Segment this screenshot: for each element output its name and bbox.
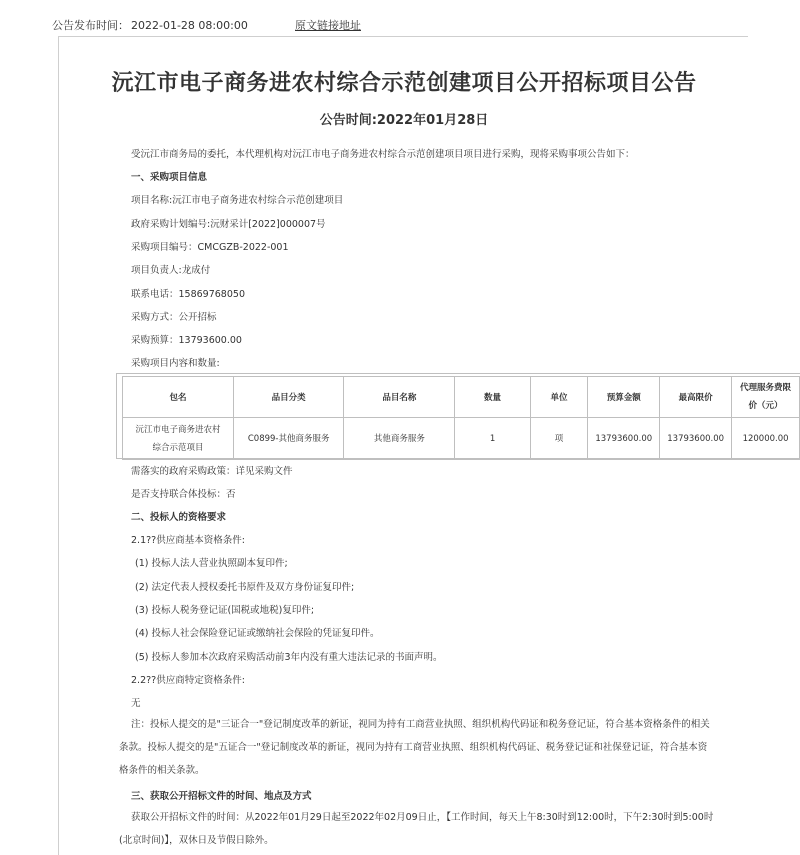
page-title: 沅江市电子商务进农村综合示范创建项目公开招标项目公告 (111, 71, 697, 96)
announcement-date: 公告时间:2022年01月28日 (319, 113, 489, 128)
procurement-method: 采购方式：公开招标 (131, 312, 217, 323)
contact-phone: 联系电话：15869768050 (131, 289, 245, 300)
project-number: 采购项目编号：CMCGZB-2022-001 (131, 242, 289, 253)
col-max-price: 最高限价 (660, 377, 732, 418)
requirement-1: (1) 投标人法人营业执照副本复印件; (135, 558, 288, 569)
cell-package-line2: 综合示范项目 (152, 442, 204, 453)
basic-requirements: 2.1??供应商基本资格条件: (131, 535, 245, 546)
col-agency-fee-line1: 代理服务费限 (740, 383, 792, 393)
col-package: 包名 (123, 377, 234, 418)
cell-quantity: 1 (455, 418, 530, 460)
publish-time: 2022-01-28 08:00:00 (131, 19, 248, 32)
procurement-table (122, 376, 800, 460)
cell-unit: 项 (530, 418, 588, 460)
project-name: 项目名称:沅江市电子商务进农村综合示范创建项目 (131, 195, 344, 206)
consortium-text: 是否支持联合体投标：否 (131, 489, 236, 500)
col-agency-fee (732, 377, 800, 418)
content-label: 采购项目内容和数量: (131, 358, 220, 369)
col-agency-fee-line2: 价（元） (748, 401, 783, 411)
section-heading-1: 一、采购项目信息 (131, 172, 208, 183)
publish-info (52, 17, 361, 33)
intro-text: 受沅江市商务局的委托，本代理机构对沅江市电子商务进农村综合示范创建项目项目进行采购，现将采购事项公告如下： (131, 149, 635, 160)
plan-number: 政府采购计划编号:沅财采计[2022]000007号 (131, 219, 326, 230)
requirement-4: (4) 投标人社会保险登记证或缴纳社会保险的凭证复印件。 (135, 628, 380, 639)
original-link[interactable]: 原文链接地址 (295, 19, 361, 32)
cell-item-name: 其他商务服务 (344, 418, 455, 460)
table-header-row (123, 377, 800, 418)
cell-package-line1: 沅江市电子商务进农村 (135, 424, 221, 435)
cell-package (123, 418, 234, 460)
cell-budget: 13793600.00 (588, 418, 660, 460)
procurement-budget: 采购预算：13793600.00 (131, 335, 242, 346)
cell-max-price: 13793600.00 (660, 418, 732, 460)
special-requirements-none: 无 (131, 698, 141, 709)
col-unit: 单位 (530, 377, 588, 418)
obtain-time: 获取公开招标文件的时间：从2022年01月29日起至2022年02月09日止，【工作时间，每天上午8:30时到12:00时，下午2:30时到5:00时(北京时间)】，双休日及节假日除外。 (119, 812, 714, 846)
requirement-5: (5) 投标人参加本次政府采购活动前3年内没有重大违法记录的书面声明。 (135, 652, 443, 663)
table-row (123, 418, 800, 460)
cell-category: C0899-其他商务服务 (234, 418, 344, 460)
col-category: 品目分类 (234, 377, 344, 418)
cell-agency-fee: 120000.00 (732, 418, 800, 460)
requirement-2: (2) 法定代表人授权委托书原件及双方身份证复印件; (135, 582, 355, 593)
publish-label: 公告发布时间： (52, 19, 129, 32)
col-quantity: 数量 (455, 377, 530, 418)
col-item-name: 品目名称 (344, 377, 455, 418)
certificate-note: 注：投标人提交的是"三证合一"登记制度改革的新证，视同为持有工商营业执照、组织机构代码证和税务登记证，符合基本资格条件的相关条款。投标人提交的是"五证合一"登记制度改革的新证，视同为持有工商营业执照、组织机构代码证、税务登记证和社保登记证，符合基本资格条件的相关条款。 (119, 719, 710, 776)
section-heading-3: 三、获取公开招标文件的时间、地点及方式 (131, 791, 312, 802)
section-heading-2: 二、投标人的资格要求 (131, 512, 227, 523)
special-requirements: 2.2??供应商特定资格条件: (131, 675, 245, 686)
project-manager: 项目负责人:龙成付 (131, 265, 211, 276)
col-budget: 预算金额 (588, 377, 660, 418)
requirement-3: (3) 投标人税务登记证(国税或地税)复印件; (135, 605, 315, 616)
policy-text: 需落实的政府采购政策：详见采购文件 (131, 466, 293, 477)
